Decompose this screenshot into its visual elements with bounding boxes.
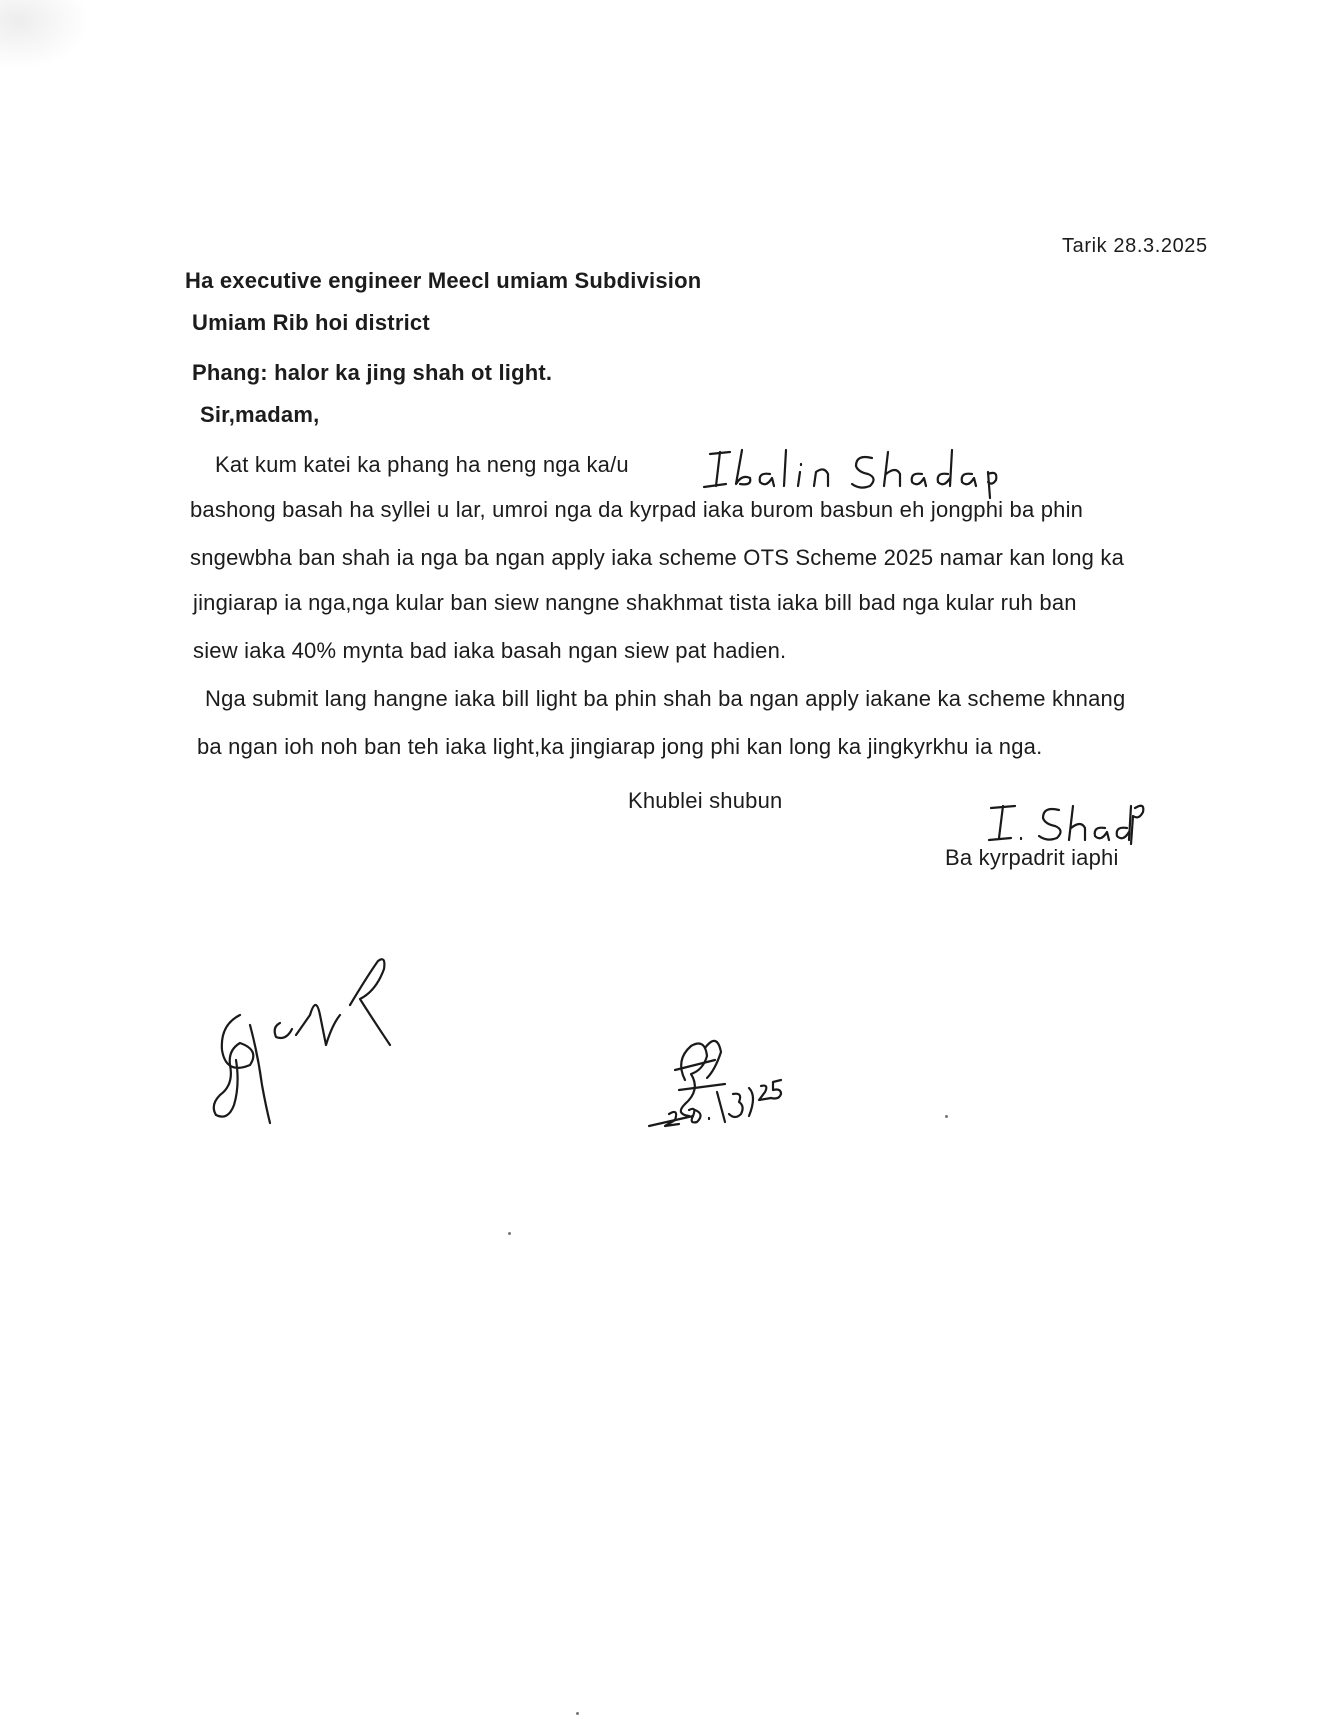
body-line-5: siew iaka 40% mynta bad iaka basah ngan siew pat hadien. (193, 638, 787, 663)
subject-line: Phang: halor ka jing shah ot light. (192, 360, 553, 385)
applicant-signature (985, 798, 1145, 852)
scan-speck (576, 1712, 579, 1715)
body-line-1: Kat kum katei ka phang ha neng nga ka/u (215, 452, 629, 477)
closing-text: Khublei shubun (628, 788, 783, 813)
signatory-label: Ba kyrpadrit iaphi (945, 845, 1119, 870)
scan-speck (945, 1115, 948, 1118)
body-line-6: Nga submit lang hangne iaka bill light ba phin shah ba ngan apply iakane ka scheme khnang (205, 686, 1126, 711)
body-line-3: sngewbha ban shah ia nga ba ngan apply iaka scheme OTS Scheme 2025 namar kan long ka (190, 545, 1125, 570)
body-line-4: jingiarap ia nga,nga kular ban siew nangne shakhmat tista iaka bill bad nga kular ruh ban (193, 590, 1077, 615)
handwritten-name (690, 440, 1000, 500)
recipient-line-1: Ha executive engineer Meecl umiam Subdivision (185, 268, 702, 293)
salutation: Sir,madam, (200, 402, 320, 427)
letter-date: Tarik 28.3.2025 (1062, 235, 1208, 257)
body-line-2: bashong basah ha syllei u lar, umroi nga da kyrpad iaka burom basbun eh jongphi ba phin (190, 497, 1084, 522)
recipient-line-2: Umiam Rib hoi district (192, 310, 430, 335)
official-date-mark (645, 1030, 795, 1130)
scan-speck (508, 1232, 511, 1235)
body-line-7: ba ngan ioh noh ban teh iaka light,ka jingiarap jong phi kan long ka jingkyrkhu ia nga. (197, 734, 1043, 759)
scan-smudge (0, 0, 90, 70)
official-signature (200, 955, 400, 1125)
